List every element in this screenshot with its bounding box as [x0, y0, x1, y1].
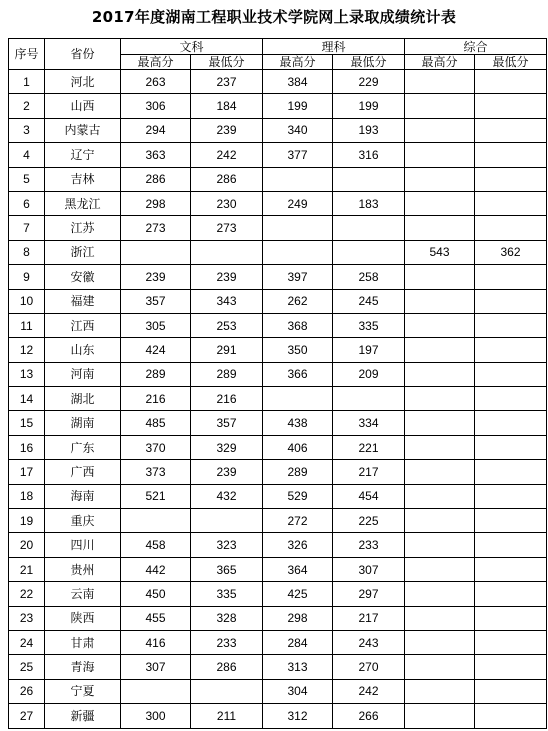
cell-like-max: 397 [263, 265, 333, 289]
cell-wenke-max: 289 [121, 362, 191, 386]
cell-zonghe-max [405, 484, 475, 508]
cell-seq: 23 [9, 606, 45, 630]
cell-wenke-max: 294 [121, 118, 191, 142]
cell-like-max [263, 167, 333, 191]
cell-province: 青海 [45, 655, 121, 679]
header-like-max: 最高分 [263, 55, 333, 70]
header-zonghe: 综合 [405, 39, 547, 55]
cell-like-max: 326 [263, 533, 333, 557]
cell-seq: 6 [9, 191, 45, 215]
cell-zonghe-max [405, 655, 475, 679]
cell-seq: 18 [9, 484, 45, 508]
table-row [9, 435, 547, 459]
cell-wenke-max: 286 [121, 167, 191, 191]
cell-like-min: 225 [333, 509, 405, 533]
cell-like-min: 217 [333, 606, 405, 630]
cell-seq: 3 [9, 118, 45, 142]
cell-like-max: 312 [263, 704, 333, 728]
cell-like-max: 304 [263, 679, 333, 703]
table-row [9, 387, 547, 411]
cell-wenke-min: 286 [191, 167, 263, 191]
cell-seq: 11 [9, 313, 45, 337]
cell-zonghe-max [405, 679, 475, 703]
table-row [9, 362, 547, 386]
cell-seq: 7 [9, 216, 45, 240]
cell-like-max: 368 [263, 313, 333, 337]
cell-wenke-max: 357 [121, 289, 191, 313]
table-row [9, 460, 547, 484]
cell-zonghe-max [405, 557, 475, 581]
header-wenke-min: 最低分 [191, 55, 263, 70]
cell-like-max: 340 [263, 118, 333, 142]
cell-wenke-min [191, 679, 263, 703]
cell-wenke-max: 416 [121, 630, 191, 654]
cell-zonghe-max [405, 704, 475, 728]
cell-like-max: 199 [263, 94, 333, 118]
cell-wenke-max [121, 240, 191, 264]
cell-province: 湖北 [45, 387, 121, 411]
cell-zonghe-max [405, 265, 475, 289]
cell-zonghe-max [405, 362, 475, 386]
cell-wenke-min: 323 [191, 533, 263, 557]
cell-zonghe-max [405, 509, 475, 533]
cell-like-max: 384 [263, 70, 333, 94]
cell-seq: 20 [9, 533, 45, 557]
cell-like-min: 335 [333, 313, 405, 337]
cell-zonghe-min [475, 362, 547, 386]
cell-zonghe-max [405, 387, 475, 411]
cell-wenke-min: 343 [191, 289, 263, 313]
cell-seq: 9 [9, 265, 45, 289]
table-row [9, 484, 547, 508]
cell-zonghe-max [405, 411, 475, 435]
cell-seq: 22 [9, 582, 45, 606]
cell-like-min: 199 [333, 94, 405, 118]
cell-like-max: 272 [263, 509, 333, 533]
cell-zonghe-max: 543 [405, 240, 475, 264]
cell-wenke-min: 357 [191, 411, 263, 435]
cell-province: 宁夏 [45, 679, 121, 703]
table-row [9, 216, 547, 240]
cell-zonghe-min [475, 70, 547, 94]
cell-zonghe-min [475, 289, 547, 313]
cell-seq: 14 [9, 387, 45, 411]
cell-province: 山西 [45, 94, 121, 118]
header-wenke: 文科 [121, 39, 263, 55]
cell-wenke-min: 273 [191, 216, 263, 240]
cell-zonghe-min [475, 167, 547, 191]
table-row [9, 557, 547, 581]
cell-wenke-min: 239 [191, 118, 263, 142]
cell-zonghe-min [475, 533, 547, 557]
cell-province: 新疆 [45, 704, 121, 728]
cell-province: 广东 [45, 435, 121, 459]
cell-province: 江西 [45, 313, 121, 337]
table-row [9, 191, 547, 215]
cell-zonghe-min [475, 143, 547, 167]
table-row [9, 630, 547, 654]
cell-like-min: 242 [333, 679, 405, 703]
cell-zonghe-max [405, 338, 475, 362]
cell-seq: 13 [9, 362, 45, 386]
header-wenke-max: 最高分 [121, 55, 191, 70]
cell-zonghe-max [405, 118, 475, 142]
cell-province: 黑龙江 [45, 191, 121, 215]
cell-like-min: 229 [333, 70, 405, 94]
cell-zonghe-min [475, 484, 547, 508]
table-row [9, 94, 547, 118]
table-row [9, 265, 547, 289]
cell-wenke-max: 216 [121, 387, 191, 411]
table-row [9, 679, 547, 703]
cell-zonghe-min [475, 704, 547, 728]
cell-zonghe-min [475, 557, 547, 581]
cell-seq: 16 [9, 435, 45, 459]
cell-province: 江苏 [45, 216, 121, 240]
cell-seq: 21 [9, 557, 45, 581]
header-province: 省份 [45, 39, 121, 70]
cell-like-max: 249 [263, 191, 333, 215]
table-row [9, 70, 547, 94]
cell-like-max: 284 [263, 630, 333, 654]
cell-wenke-max: 521 [121, 484, 191, 508]
cell-like-max: 350 [263, 338, 333, 362]
cell-wenke-max: 424 [121, 338, 191, 362]
cell-like-min: 270 [333, 655, 405, 679]
cell-like-min: 217 [333, 460, 405, 484]
cell-wenke-min: 253 [191, 313, 263, 337]
table-row [9, 582, 547, 606]
cell-like-min [333, 216, 405, 240]
cell-wenke-max: 458 [121, 533, 191, 557]
cell-zonghe-max [405, 435, 475, 459]
cell-zonghe-max [405, 460, 475, 484]
cell-zonghe-min [475, 509, 547, 533]
cell-like-min: 454 [333, 484, 405, 508]
cell-seq: 10 [9, 289, 45, 313]
header-zonghe-max: 最高分 [405, 55, 475, 70]
table-row [9, 704, 547, 728]
cell-wenke-min: 328 [191, 606, 263, 630]
cell-seq: 15 [9, 411, 45, 435]
cell-wenke-max: 450 [121, 582, 191, 606]
cell-like-max: 377 [263, 143, 333, 167]
cell-zonghe-min [475, 94, 547, 118]
table-row [9, 240, 547, 264]
cell-seq: 2 [9, 94, 45, 118]
header-zonghe-min: 最低分 [475, 55, 547, 70]
cell-like-max: 425 [263, 582, 333, 606]
table-row [9, 533, 547, 557]
cell-wenke-min: 329 [191, 435, 263, 459]
cell-zonghe-min [475, 582, 547, 606]
cell-wenke-min [191, 240, 263, 264]
cell-wenke-max: 442 [121, 557, 191, 581]
cell-zonghe-max [405, 533, 475, 557]
cell-wenke-max: 239 [121, 265, 191, 289]
cell-province: 河南 [45, 362, 121, 386]
cell-wenke-max: 307 [121, 655, 191, 679]
cell-province: 海南 [45, 484, 121, 508]
cell-wenke-max: 298 [121, 191, 191, 215]
table-row [9, 338, 547, 362]
cell-like-min [333, 240, 405, 264]
score-table [8, 38, 547, 729]
cell-wenke-min: 230 [191, 191, 263, 215]
cell-seq: 1 [9, 70, 45, 94]
cell-wenke-max: 363 [121, 143, 191, 167]
cell-wenke-min: 233 [191, 630, 263, 654]
cell-province: 重庆 [45, 509, 121, 533]
table-row [9, 606, 547, 630]
cell-like-min: 221 [333, 435, 405, 459]
cell-wenke-min: 239 [191, 460, 263, 484]
table-row [9, 118, 547, 142]
cell-like-max [263, 387, 333, 411]
cell-wenke-max [121, 509, 191, 533]
cell-wenke-min: 365 [191, 557, 263, 581]
cell-province: 陕西 [45, 606, 121, 630]
cell-seq: 4 [9, 143, 45, 167]
cell-province: 辽宁 [45, 143, 121, 167]
table-row [9, 143, 547, 167]
cell-province: 云南 [45, 582, 121, 606]
cell-like-max: 366 [263, 362, 333, 386]
cell-zonghe-min [475, 387, 547, 411]
cell-wenke-min: 335 [191, 582, 263, 606]
cell-like-min: 209 [333, 362, 405, 386]
cell-zonghe-max [405, 167, 475, 191]
cell-zonghe-min [475, 118, 547, 142]
cell-wenke-min: 237 [191, 70, 263, 94]
cell-province: 山东 [45, 338, 121, 362]
cell-zonghe-min [475, 630, 547, 654]
cell-like-min: 334 [333, 411, 405, 435]
cell-province: 内蒙古 [45, 118, 121, 142]
cell-like-min: 258 [333, 265, 405, 289]
cell-wenke-max: 300 [121, 704, 191, 728]
cell-like-max [263, 240, 333, 264]
cell-province: 浙江 [45, 240, 121, 264]
cell-zonghe-min [475, 265, 547, 289]
header-row-top [9, 39, 547, 55]
cell-like-min: 245 [333, 289, 405, 313]
cell-zonghe-min [475, 191, 547, 215]
cell-zonghe-max [405, 94, 475, 118]
cell-wenke-min: 432 [191, 484, 263, 508]
table-row [9, 411, 547, 435]
cell-like-min: 233 [333, 533, 405, 557]
cell-wenke-min: 211 [191, 704, 263, 728]
cell-seq: 5 [9, 167, 45, 191]
header-like-min: 最低分 [333, 55, 405, 70]
header-seq: 序号 [9, 39, 45, 70]
cell-province: 河北 [45, 70, 121, 94]
cell-zonghe-max [405, 630, 475, 654]
table-row [9, 655, 547, 679]
cell-zonghe-max [405, 582, 475, 606]
cell-like-min: 193 [333, 118, 405, 142]
cell-wenke-min: 216 [191, 387, 263, 411]
cell-province: 安徽 [45, 265, 121, 289]
cell-like-max: 313 [263, 655, 333, 679]
cell-like-min: 243 [333, 630, 405, 654]
cell-wenke-min: 289 [191, 362, 263, 386]
cell-zonghe-min [475, 216, 547, 240]
cell-province: 广西 [45, 460, 121, 484]
cell-zonghe-min [475, 679, 547, 703]
cell-wenke-max: 485 [121, 411, 191, 435]
cell-wenke-min: 291 [191, 338, 263, 362]
cell-zonghe-min [475, 655, 547, 679]
table-row [9, 313, 547, 337]
cell-wenke-min [191, 509, 263, 533]
cell-like-max: 289 [263, 460, 333, 484]
cell-province: 四川 [45, 533, 121, 557]
cell-zonghe-min [475, 435, 547, 459]
cell-like-max: 364 [263, 557, 333, 581]
cell-zonghe-max [405, 70, 475, 94]
cell-wenke-max: 305 [121, 313, 191, 337]
cell-wenke-min: 184 [191, 94, 263, 118]
cell-like-max: 406 [263, 435, 333, 459]
cell-zonghe-min [475, 460, 547, 484]
table-body [9, 70, 547, 729]
page-title: 2017年度湖南工程职业技术学院网上录取成绩统计表 [91, 8, 457, 26]
cell-like-min [333, 167, 405, 191]
cell-wenke-min: 239 [191, 265, 263, 289]
cell-zonghe-max [405, 143, 475, 167]
cell-wenke-max: 455 [121, 606, 191, 630]
cell-zonghe-max [405, 216, 475, 240]
header-like: 理科 [263, 39, 405, 55]
cell-province: 湖南 [45, 411, 121, 435]
cell-wenke-max: 370 [121, 435, 191, 459]
cell-zonghe-max [405, 191, 475, 215]
cell-seq: 26 [9, 679, 45, 703]
cell-seq: 27 [9, 704, 45, 728]
cell-like-max: 529 [263, 484, 333, 508]
cell-like-max: 298 [263, 606, 333, 630]
cell-zonghe-max [405, 313, 475, 337]
cell-province: 福建 [45, 289, 121, 313]
cell-wenke-max: 373 [121, 460, 191, 484]
cell-like-max: 438 [263, 411, 333, 435]
cell-zonghe-min [475, 313, 547, 337]
cell-seq: 8 [9, 240, 45, 264]
table-row [9, 167, 547, 191]
cell-like-min [333, 387, 405, 411]
cell-zonghe-min [475, 606, 547, 630]
cell-wenke-min: 242 [191, 143, 263, 167]
cell-seq: 24 [9, 630, 45, 654]
cell-province: 甘肃 [45, 630, 121, 654]
cell-province: 贵州 [45, 557, 121, 581]
cell-wenke-max [121, 679, 191, 703]
cell-like-max: 262 [263, 289, 333, 313]
cell-zonghe-min: 362 [475, 240, 547, 264]
cell-like-min: 197 [333, 338, 405, 362]
cell-seq: 19 [9, 509, 45, 533]
cell-province: 吉林 [45, 167, 121, 191]
cell-like-min: 297 [333, 582, 405, 606]
cell-zonghe-min [475, 411, 547, 435]
cell-zonghe-max [405, 289, 475, 313]
cell-like-min: 183 [333, 191, 405, 215]
cell-wenke-max: 263 [121, 70, 191, 94]
cell-wenke-max: 273 [121, 216, 191, 240]
cell-seq: 12 [9, 338, 45, 362]
cell-like-min: 307 [333, 557, 405, 581]
cell-seq: 17 [9, 460, 45, 484]
cell-zonghe-min [475, 338, 547, 362]
cell-like-min: 266 [333, 704, 405, 728]
cell-wenke-max: 306 [121, 94, 191, 118]
cell-like-max [263, 216, 333, 240]
table-row [9, 509, 547, 533]
cell-seq: 25 [9, 655, 45, 679]
cell-zonghe-max [405, 606, 475, 630]
table-row [9, 289, 547, 313]
cell-like-min: 316 [333, 143, 405, 167]
cell-wenke-min: 286 [191, 655, 263, 679]
